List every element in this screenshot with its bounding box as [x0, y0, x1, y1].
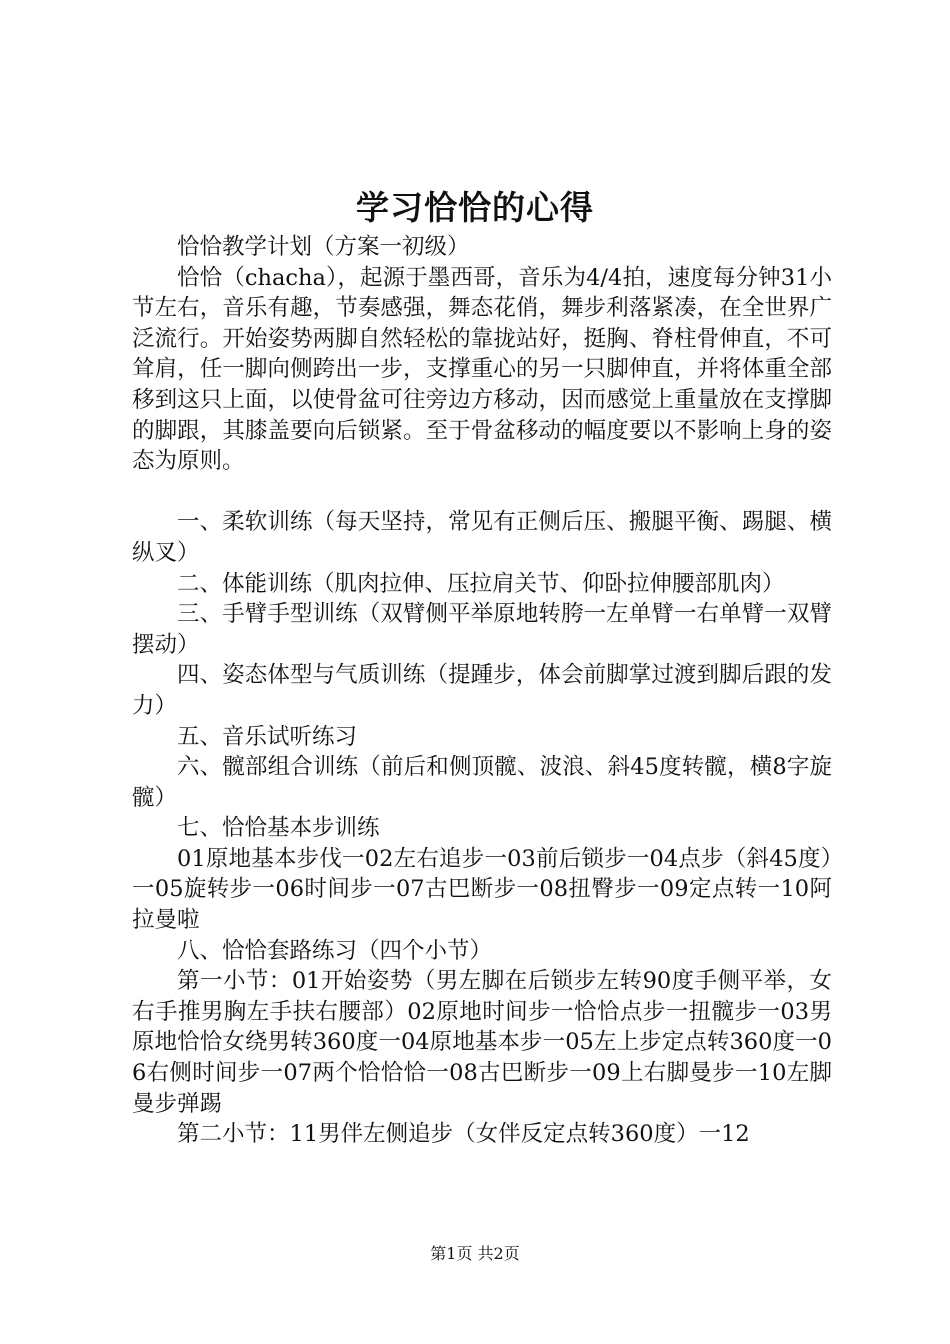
page-footer: 第1页 共2页: [430, 1244, 520, 1263]
paragraph-item-8: 八、恰恰套路练习（四个小节）: [177, 937, 493, 964]
paragraph-spacer: [132, 477, 832, 508]
document-body: [132, 232, 832, 1150]
paragraph-plan-heading: 恰恰教学计划（方案一初级）: [177, 234, 470, 260]
paragraph-item-4: 四、姿态体型与气质训练（提踵步，体会前脚掌过渡到脚后跟的发力）: [132, 662, 832, 719]
paragraph-item-3: 三、手臂手型训练（双臂侧平举原地转胯一左单臂一右单臂一双臂摆动）: [132, 601, 832, 658]
paragraph-item-2: 二、体能训练（肌肉拉伸、压拉肩关节、仰卧拉伸腰部肌肉）: [177, 570, 785, 597]
paragraph-section-1: 第一小节：01开始姿势（男左脚在后锁步左转90度手侧平举，女右手推男胸左手扶右腰部）02原地时间步一恰恰点步一扭髋步一03男原地恰恰女绕男转360度一04原地基本步一05左上步定点转360度一06右侧时间步一07两个恰恰恰一08古巴断步一09上右脚曼步一10左脚曼步弹踢: [132, 968, 832, 1117]
paragraph-basic-steps: 01原地基本步伐一02左右追步一03前后锁步一04点步（斜45度）一05旋转步一06时间步一07古巴断步一08扭臀步一09定点转一10阿拉曼啦: [132, 845, 832, 934]
paragraph-item-6: 六、髋部组合训练（前后和侧顶髋、波浪、斜45度转髋，横8字旋髋）: [132, 754, 832, 811]
page-title: 学习恰恰的心得: [356, 188, 594, 227]
paragraph-item-7: 七、恰恰基本步训练: [177, 815, 380, 842]
paragraph-item-5: 五、音乐试听练习: [177, 723, 358, 750]
paragraph-item-1: 一、柔软训练（每天坚持，常见有正侧后压、搬腿平衡、踢腿、横纵叉）: [132, 509, 832, 566]
paragraph-section-2: 第二小节：11男伴左侧追步（女伴反定点转360度）一12: [177, 1121, 750, 1148]
paragraph-intro: 恰恰（chacha），起源于墨西哥，音乐为4/4拍，速度每分钟31小节左右，音乐有趣，节奏感强，舞态花俏，舞步利落紧凑，在全世界广泛流行。开始姿势两脚自然轻松的靠拢站好，挺胸、脊柱骨伸直，不可耸肩，任一脚向侧跨出一步，支撑重心的另一只脚伸直，并将体重全部移到这只上面，以使骨盆可往旁边方移动，因而感觉上重量放在支撑脚的脚跟，其膝盖要向后锁紧。至于骨盆移动的幅度要以不影响上身的姿态为原则。: [132, 264, 832, 475]
